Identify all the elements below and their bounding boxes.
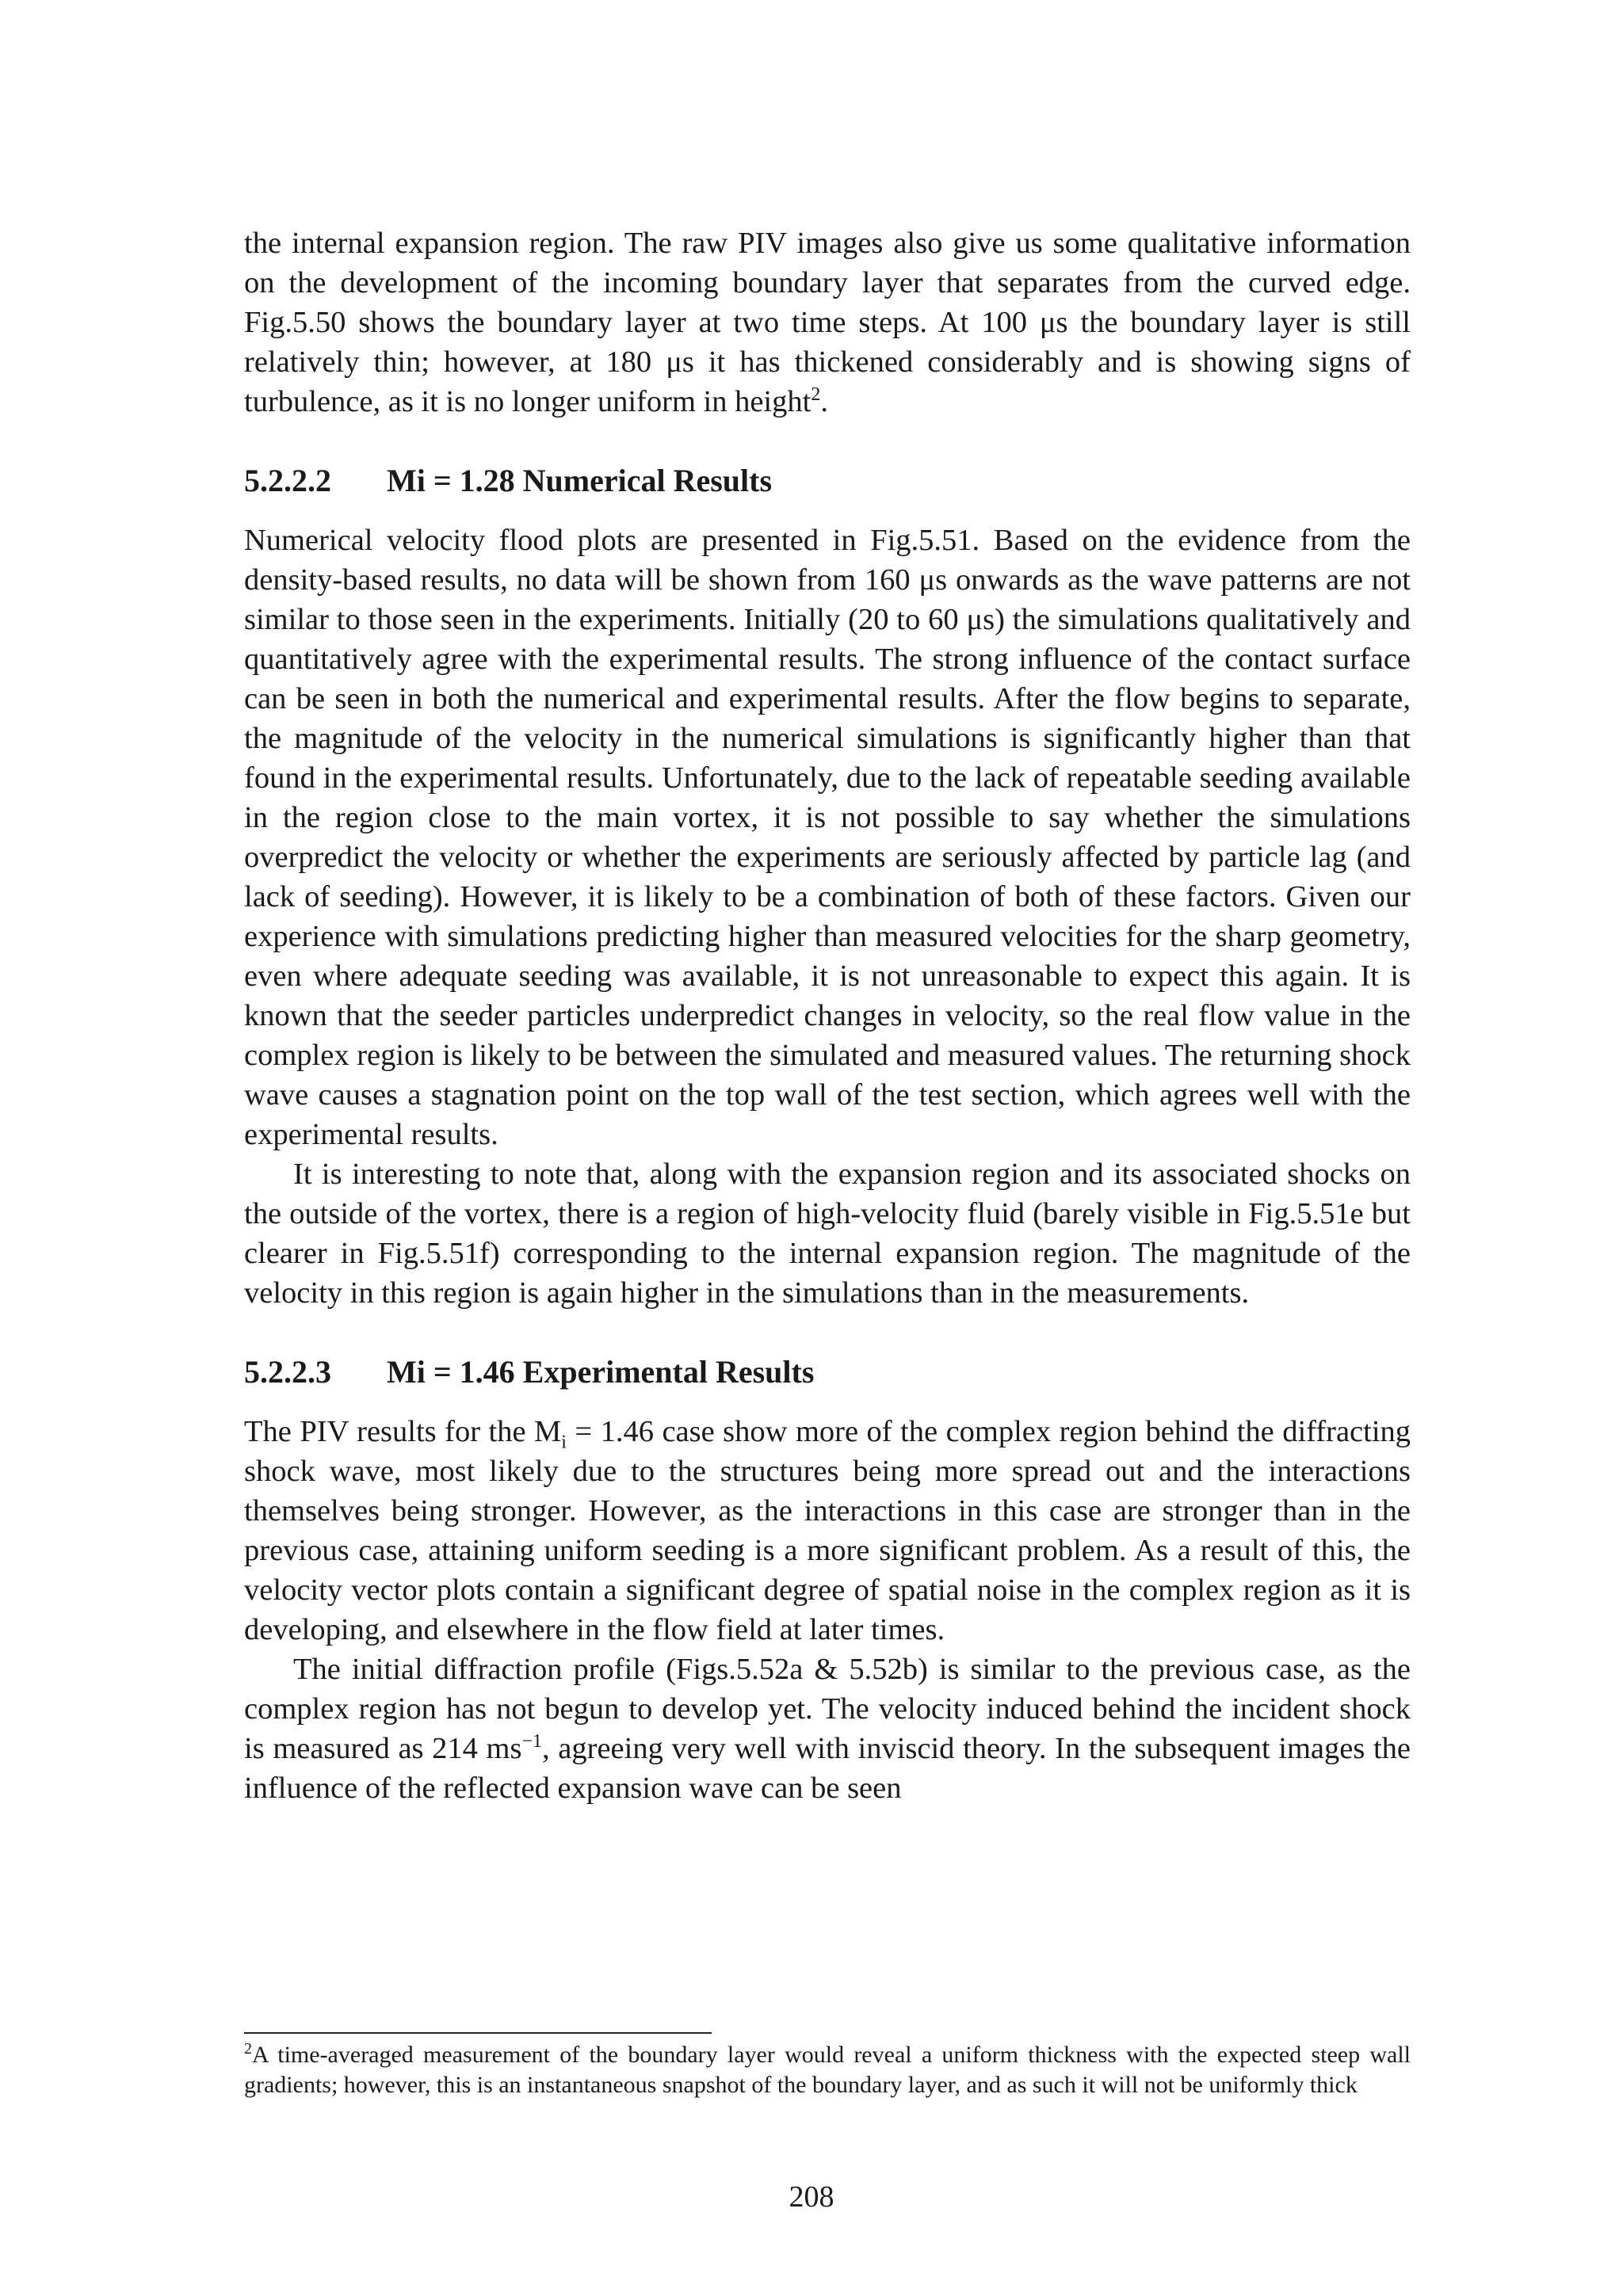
paragraph-numerical-1: Numerical velocity flood plots are presented in Fig.5.51. Based on the evidence from the density-based results, no data will be shown from 160 μs onwards as the wave patterns are not similar to those seen in the experiments. Initially (20 to 60 μs) the simulations qualitatively and quantitatively agree with the experimental results. The strong influence of the contact surface can be seen in both the numerical and experimental results. After the flow begins to separate, the magnitude of the velocity in the numerical simulations is significantly higher than that found in the experimental results. Unfortunately, due to the lack of repeatable seeding available in the region close to the main vortex, it is not possible to say whether the simulations overpredict the velocity or whether the experiments are seriously affected by particle lag (and lack of seeding). However, it is likely to be a combination of both of these factors. Given our experience with simulations predicting higher than measured velocities for the sharp geometry, even where adequate seeding was available, it is not unreasonable to expect this again. It is known that the seeder particles underpredict changes in velocity, so the real flow value in the complex region is likely to be between the simulated and measured values. The returning shock wave causes a stagnation point on the top wall of the test section, which agrees well with the experimental results. [244,524,1411,1151]
footnote-mark: 2 [244,2040,252,2058]
paragraph-text: The PIV results for the M [244,1415,562,1448]
page-body [244,223,1411,1808]
footnote-reference: 2 [811,384,821,406]
footnote-divider [244,2032,712,2034]
paragraph-numerical-2: It is interesting to note that, along with the expansion region and its associated shocks on the outside of the vortex, there is a region of high-velocity fluid (barely visible in Fig.5.51e but clearer in Fig.5.51f) corresponding to the internal expansion region. The magnitude of the velocity in this region is again higher in the simulations than in the measurements. [244,1158,1411,1310]
section-title: Mi = 1.28 Numerical Results [387,463,773,498]
section-heading-experimental [244,1352,1411,1392]
paragraph-text: = 1.46 case show more of the complex region behind the diffracting shock wave, most likely due to the structures being more spread out and the interactions themselves being stronger. However, as the interactions in this case are stronger than in the previous case, attaining uniform seeding is a more significant problem. As a result of this, the velocity vector plots contain a significant degree of spatial noise in the complex region as it is developing, and elsewhere in the flow field at later times. [244,1415,1411,1646]
section-number: 5.2.2.3 [244,1354,331,1390]
paragraph-text: The initial diffraction profile (Figs.5.52a & 5.52b) is similar to the previous case, as the complex region has not begun to develop yet. The velocity induced behind the incident shock is measured as 214 ms [244,1653,1411,1765]
footnote [244,2040,1411,2100]
section-number: 5.2.2.2 [244,463,331,498]
paragraph-text: , agreeing very well with inviscid theory. In the subsequent images the influence of the reflected expansion wave can be seen [244,1732,1411,1805]
page-number: 208 [789,2180,834,2214]
paragraph-experimental-1 [244,1412,1411,1650]
section-heading-numerical [244,461,1411,501]
paragraph-intro-end: . [820,385,828,418]
section-title: Mi = 1.46 Experimental Results [387,1354,815,1390]
superscript-exponent: −1 [521,1731,543,1753]
paragraph-experimental-2 [244,1650,1411,1808]
footnote-text: A time-averaged measurement of the boundary layer would reveal a uniform thickness with the expected steep wall gradients; however, this is an instantaneous snapshot of the boundary layer, and as such it will not be uniformly thick [244,2042,1411,2098]
subscript-i: i [561,1432,567,1453]
paragraph-intro-text: the internal expansion region. The raw PIV images also give us some qualitative information on the development of the incoming boundary layer that separates from the curved edge. Fig.5.50 shows the boundary layer at two time steps. At 100 μs the boundary layer is still relatively thin; however, at 180 μs it has thickened considerably and is showing signs of turbulence, as it is no longer uniform in height [244,227,1411,418]
paragraph-intro [244,223,1411,421]
